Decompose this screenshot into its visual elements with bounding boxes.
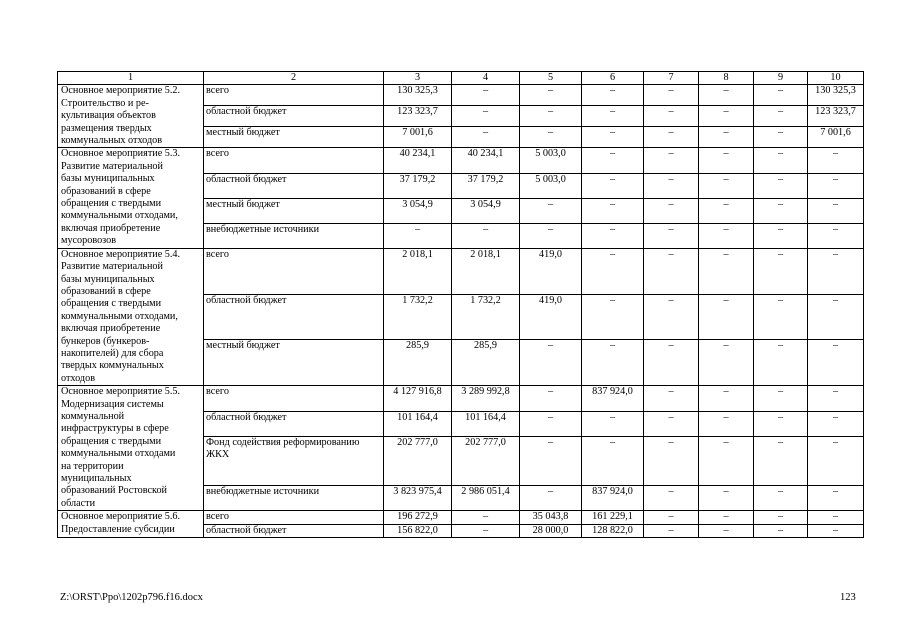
measure-title-line: коммунальной: [61, 410, 125, 422]
value-cell-col-3: 101 164,4: [384, 411, 452, 436]
table-header-row: [58, 72, 864, 85]
value-cell-col-6: –: [582, 223, 644, 248]
value-cell-col-3: 123 323,7: [384, 106, 452, 127]
value-cell-col-7: –: [644, 386, 699, 411]
value-cell-col-7: –: [644, 85, 699, 106]
funding-source-cell: областной бюджет: [204, 411, 384, 436]
value-cell-col-6: –: [582, 340, 644, 386]
header-cell-7: 7: [644, 72, 699, 85]
value-cell-col-4: 3 054,9: [452, 198, 520, 223]
value-cell-col-9: –: [754, 294, 808, 340]
value-cell-col-6: –: [582, 148, 644, 173]
measure-title-line: Основное мероприятие 5.5.: [61, 386, 181, 398]
funding-source-cell: областной бюджет: [204, 524, 384, 537]
measure-title-line: образований Ростовской: [61, 485, 167, 497]
value-cell-col-7: –: [644, 148, 699, 173]
value-cell-col-4: 37 179,2: [452, 173, 520, 198]
value-cell-col-5: –: [520, 411, 582, 436]
value-cell-col-6: 128 822,0: [582, 524, 644, 537]
measure-title-line: культивация объектов: [61, 110, 156, 122]
value-cell-col-6: –: [582, 294, 644, 340]
value-cell-col-3: 37 179,2: [384, 173, 452, 198]
value-cell-col-8: –: [699, 411, 754, 436]
value-cell-col-7: –: [644, 294, 699, 340]
value-cell-col-3: 285,9: [384, 340, 452, 386]
value-cell-col-5: –: [520, 223, 582, 248]
value-cell-col-9: –: [754, 524, 808, 537]
value-cell-col-8: –: [699, 511, 754, 524]
value-cell-col-4: –: [452, 223, 520, 248]
value-cell-col-4: 202 777,0: [452, 436, 520, 485]
measure-title-line: коммунальными отходами,: [61, 210, 178, 222]
funding-source-cell: местный бюджет: [204, 198, 384, 223]
measure-title-line: Модернизация системы: [61, 398, 164, 410]
value-cell-col-10: –: [808, 198, 864, 223]
measure-title-line: базы муниципальных: [61, 273, 155, 285]
header-cell-2: 2: [204, 72, 384, 85]
measure-title-line: Развитие материальной: [61, 160, 163, 172]
value-cell-col-7: –: [644, 436, 699, 485]
value-cell-col-8: –: [699, 106, 754, 127]
measure-title-line: муниципальных: [61, 473, 132, 484]
funding-source-cell: местный бюджет: [204, 340, 384, 386]
value-cell-col-4: –: [452, 85, 520, 106]
measure-title-line: коммунальных отходов: [61, 135, 163, 147]
measure-title-line: Развитие материальной: [61, 261, 163, 273]
measure-title-line: включая приобретение: [61, 222, 161, 234]
value-cell-col-10: 130 325,3: [808, 85, 864, 106]
value-cell-col-7: –: [644, 223, 699, 248]
measure-title-line: Предоставление субсидии: [61, 523, 175, 535]
value-cell-col-3: –: [384, 223, 452, 248]
value-cell-col-3: 196 272,9: [384, 511, 452, 524]
header-cell-8: 8: [699, 72, 754, 85]
value-cell-col-5: 5 003,0: [520, 148, 582, 173]
header-cell-1: 1: [58, 72, 204, 85]
measure-title-line: Основное мероприятие 5.4.: [61, 248, 181, 260]
value-cell-col-3: 3 054,9: [384, 198, 452, 223]
measure-title-line: образований в сфере: [61, 185, 151, 197]
value-cell-col-8: –: [699, 127, 754, 148]
funding-source-cell: областной бюджет: [204, 106, 384, 127]
measure-title-cell: [58, 248, 204, 385]
table-row: [58, 148, 864, 173]
measure-title-line: мусоровозов: [61, 235, 117, 247]
value-cell-col-8: –: [699, 173, 754, 198]
value-cell-col-6: –: [582, 248, 644, 294]
value-cell-col-4: 2 986 051,4: [452, 485, 520, 510]
funding-source-cell: областной бюджет: [204, 173, 384, 198]
value-cell-col-5: –: [520, 386, 582, 411]
value-cell-col-5: –: [520, 340, 582, 386]
value-cell-col-10: –: [808, 436, 864, 485]
measure-title-cell: [58, 148, 204, 248]
value-cell-col-7: –: [644, 106, 699, 127]
value-cell-col-9: –: [754, 485, 808, 510]
value-cell-col-9: –: [754, 223, 808, 248]
value-cell-col-10: 7 001,6: [808, 127, 864, 148]
measure-title-line: обращения с твердыми: [61, 298, 162, 310]
value-cell-col-4: 101 164,4: [452, 411, 520, 436]
measure-title-line: обращения с твердыми: [61, 435, 162, 447]
measure-title-line: включая приобретение: [61, 323, 161, 335]
value-cell-col-6: –: [582, 106, 644, 127]
value-cell-col-8: –: [699, 386, 754, 411]
funding-source-cell: областной бюджет: [204, 294, 384, 340]
measure-title-line: Основное мероприятие 5.2.: [61, 85, 181, 97]
funding-source-cell: всего: [204, 248, 384, 294]
value-cell-col-10: –: [808, 511, 864, 524]
value-cell-col-8: –: [699, 248, 754, 294]
value-cell-col-9: –: [754, 511, 808, 524]
measure-title-line: отходов: [61, 372, 96, 384]
value-cell-col-10: –: [808, 411, 864, 436]
funding-source-cell: местный бюджет: [204, 127, 384, 148]
value-cell-col-4: 1 732,2: [452, 294, 520, 340]
measure-title-line: инфраструктуры в сфере: [61, 423, 169, 435]
value-cell-col-10: –: [808, 223, 864, 248]
measure-title-line: бункеров (бункеров-: [61, 335, 150, 347]
value-cell-col-10: –: [808, 173, 864, 198]
value-cell-col-4: 285,9: [452, 340, 520, 386]
value-cell-col-3: 40 234,1: [384, 148, 452, 173]
value-cell-col-9: –: [754, 148, 808, 173]
value-cell-col-10: –: [808, 248, 864, 294]
value-cell-col-3: 3 823 975,4: [384, 485, 452, 510]
value-cell-col-6: –: [582, 127, 644, 148]
table-row: [58, 511, 864, 524]
header-cell-6: 6: [582, 72, 644, 85]
value-cell-col-6: 837 924,0: [582, 485, 644, 510]
value-cell-col-10: –: [808, 148, 864, 173]
value-cell-col-9: –: [754, 386, 808, 411]
value-cell-col-5: –: [520, 127, 582, 148]
value-cell-col-10: –: [808, 340, 864, 386]
value-cell-col-6: –: [582, 85, 644, 106]
measure-title-line: накопителей) для сбора: [61, 347, 164, 359]
measure-title-cell: [58, 511, 204, 538]
header-cell-5: 5: [520, 72, 582, 85]
footer-file-path: Z:\ORST\Ppo\1202p796.f16.docx: [60, 592, 203, 603]
value-cell-col-10: –: [808, 524, 864, 537]
value-cell-col-6: 837 924,0: [582, 386, 644, 411]
value-cell-col-8: –: [699, 436, 754, 485]
value-cell-col-7: –: [644, 511, 699, 524]
funding-source-cell: всего: [204, 85, 384, 106]
value-cell-col-3: 202 777,0: [384, 436, 452, 485]
measure-title-line: образований в сфере: [61, 285, 151, 297]
value-cell-col-5: –: [520, 436, 582, 485]
value-cell-col-5: 419,0: [520, 248, 582, 294]
funding-source-cell: всего: [204, 386, 384, 411]
measure-title-line: Строительство и ре-: [61, 97, 149, 109]
value-cell-col-5: 28 000,0: [520, 524, 582, 537]
value-cell-col-4: 3 289 992,8: [452, 386, 520, 411]
value-cell-col-3: 1 732,2: [384, 294, 452, 340]
value-cell-col-8: –: [699, 340, 754, 386]
value-cell-col-10: –: [808, 485, 864, 510]
measure-title-cell: [58, 85, 204, 148]
value-cell-col-5: –: [520, 198, 582, 223]
value-cell-col-10: 123 323,7: [808, 106, 864, 127]
value-cell-col-9: –: [754, 340, 808, 386]
value-cell-col-9: –: [754, 106, 808, 127]
funding-source-cell: Фонд содействия реформированию ЖКХ: [204, 436, 384, 485]
funding-source-cell: всего: [204, 148, 384, 173]
header-cell-9: 9: [754, 72, 808, 85]
value-cell-col-7: –: [644, 127, 699, 148]
value-cell-col-3: 7 001,6: [384, 127, 452, 148]
value-cell-col-4: –: [452, 106, 520, 127]
value-cell-col-8: –: [699, 524, 754, 537]
measure-title-line: твердых коммунальных: [61, 360, 164, 372]
measure-title-line: базы муниципальных: [61, 173, 155, 185]
value-cell-col-6: 161 229,1: [582, 511, 644, 524]
value-cell-col-5: –: [520, 85, 582, 106]
value-cell-col-4: –: [452, 511, 520, 524]
value-cell-col-7: –: [644, 173, 699, 198]
page-number: 123: [840, 592, 856, 603]
value-cell-col-9: –: [754, 127, 808, 148]
value-cell-col-7: –: [644, 485, 699, 510]
value-cell-col-4: –: [452, 524, 520, 537]
table-row: [58, 248, 864, 294]
measure-title-line: коммунальными отходами,: [61, 310, 178, 322]
measure-title-line: коммунальными отходами: [61, 448, 176, 460]
value-cell-col-8: –: [699, 294, 754, 340]
value-cell-col-7: –: [644, 198, 699, 223]
value-cell-col-5: 35 043,8: [520, 511, 582, 524]
header-cell-10: 10: [808, 72, 864, 85]
value-cell-col-10: –: [808, 386, 864, 411]
measure-title-line: Основное мероприятие 5.6.: [61, 511, 181, 523]
value-cell-col-7: –: [644, 340, 699, 386]
value-cell-col-4: –: [452, 127, 520, 148]
funding-source-cell: всего: [204, 511, 384, 524]
value-cell-col-8: –: [699, 85, 754, 106]
value-cell-col-7: –: [644, 524, 699, 537]
value-cell-col-6: –: [582, 173, 644, 198]
value-cell-col-3: 2 018,1: [384, 248, 452, 294]
value-cell-col-4: 2 018,1: [452, 248, 520, 294]
budget-table: [57, 71, 864, 538]
funding-source-cell: внебюджетные источники: [204, 223, 384, 248]
value-cell-col-8: –: [699, 148, 754, 173]
value-cell-col-6: –: [582, 436, 644, 485]
value-cell-col-9: –: [754, 411, 808, 436]
value-cell-col-5: 5 003,0: [520, 173, 582, 198]
table-row: [58, 386, 864, 411]
value-cell-col-10: –: [808, 294, 864, 340]
measure-title-line: на территории: [61, 460, 124, 472]
header-cell-4: 4: [452, 72, 520, 85]
table-row: [58, 85, 864, 106]
value-cell-col-4: 40 234,1: [452, 148, 520, 173]
measure-title-cell: [58, 386, 204, 511]
value-cell-col-7: –: [644, 248, 699, 294]
value-cell-col-9: –: [754, 85, 808, 106]
value-cell-col-5: –: [520, 485, 582, 510]
value-cell-col-5: 419,0: [520, 294, 582, 340]
value-cell-col-6: –: [582, 198, 644, 223]
value-cell-col-9: –: [754, 198, 808, 223]
value-cell-col-3: 4 127 916,8: [384, 386, 452, 411]
value-cell-col-5: –: [520, 106, 582, 127]
measure-title-line: обращения с твердыми: [61, 198, 162, 210]
value-cell-col-8: –: [699, 485, 754, 510]
value-cell-col-9: –: [754, 248, 808, 294]
value-cell-col-3: 156 822,0: [384, 524, 452, 537]
value-cell-col-8: –: [699, 223, 754, 248]
measure-title-line: области: [61, 497, 96, 509]
value-cell-col-9: –: [754, 436, 808, 485]
funding-source-cell: внебюджетные источники: [204, 485, 384, 510]
measure-title-line: Основное мероприятие 5.3.: [61, 148, 181, 160]
value-cell-col-9: –: [754, 173, 808, 198]
measure-title-line: размещения твердых: [61, 122, 152, 134]
value-cell-col-3: 130 325,3: [384, 85, 452, 106]
table-body: [58, 72, 864, 538]
value-cell-col-8: –: [699, 198, 754, 223]
value-cell-col-6: –: [582, 411, 644, 436]
header-cell-3: 3: [384, 72, 452, 85]
value-cell-col-7: –: [644, 411, 699, 436]
